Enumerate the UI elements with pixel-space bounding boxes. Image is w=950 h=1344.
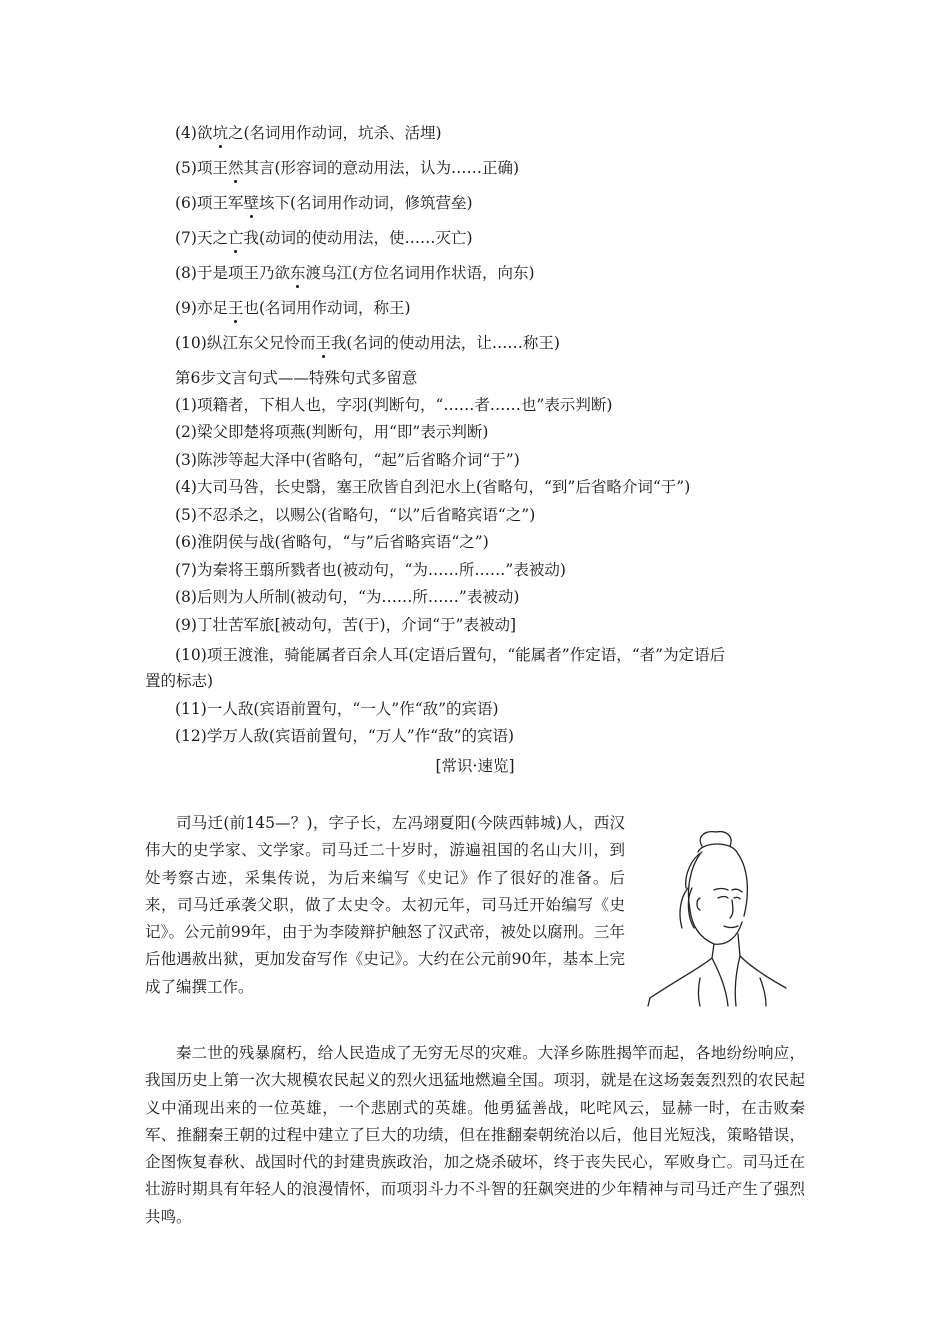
dotted-character: 王: [315, 334, 331, 352]
sentence-item: (9)丁壮苦军旅[被动句，苦(于)，介词“于”表被动]: [175, 616, 516, 634]
usage-item-5: (5)项王然其言(形容词的意动用法，认为……正确): [175, 159, 520, 177]
biography-paragraph: 司马迁(前145—？)，字子长，左冯翊夏阳(今陕西韩城)人，西汉伟大的史学家、文学家。司马迁二十岁时，游遍祖国的名山大川，到处考察古迹，采集传说，为后来编写《史记》作了很好的准备。后来，司马迁承袭父职，做了太史令。太初元年，司马迁开始编写《史记》。公元前99年，由于为李陵辩护触怒了汉武帝，被处以腐刑。三年后他遇赦出狱，更加发奋写作《史记》。大约在公元前90年，基本上完成了编撰工作。: [145, 814, 625, 996]
dotted-character: 壁: [243, 194, 259, 212]
usage-item-10: (10)纵江东父兄怜而王我(名词的使动用法，让……称王): [175, 334, 560, 352]
sentence-item: (8)后则为人所制(被动句，“为……所……”表被动): [175, 588, 520, 606]
sentence-item: (1)项籍者，下相人也，字羽(判断句，“……者……也”表示判断): [175, 396, 613, 414]
story-paragraph: 秦二世的残暴腐朽，给人民造成了无穷无尽的灾难。大泽乡陈胜揭竿而起，各地纷纷响应，我国历史上第一次大规模农民起义的烈火迅猛地燃遍全国。项羽，就是在这场轰轰烈烈的农民起义中涌现出来的一位英雄，一个悲剧式的英雄。他勇猛善战，叱咤风云，显赫一时，在击败秦军、推翻秦王朝的过程中建立了巨大的功绩，但在推翻秦朝统治以后，他目光短浅，策略错误，企图恢复春秋、战国时代的封建贵族政治，加之烧杀破坏，终于丧失民心，军败身亡。司马迁在壮游时期具有年轻人的浪漫情怀，而项羽斗力不斗智的狂飙突进的少年精神与司马迁产生了强烈共鸣。: [145, 1044, 805, 1226]
sentence-item: (4)大司马咎，长史翳，塞王欣皆自刭汜水上(省略句，“到”后省略介词“于”): [175, 478, 691, 496]
usage-item-6: (6)项王军壁垓下(名词用作动词，修筑营垒): [175, 194, 473, 212]
dotted-character: 亡: [227, 229, 244, 247]
dotted-character: 东: [289, 264, 306, 282]
sima-qian-portrait: [640, 828, 790, 1008]
sentence-item: (7)为秦将王翦所戮者也(被动句，“为……所……”表被动): [175, 561, 566, 579]
sentence-item: (3)陈涉等起大泽中(省略句，“起”后省略介词“于”): [175, 451, 520, 469]
dotted-character: 坑: [212, 124, 228, 142]
sentence-item: (6)淮阴侯与战(省略句，“与”后省略宾语“之”): [175, 533, 489, 551]
sentence-item-11: (11)一人敌(宾语前置句，“一人”作“敌”的宾语): [175, 700, 499, 718]
step6-title: 第6步文言句式——特殊句式多留意: [175, 369, 418, 387]
sentence-item-10-line2: 置的标志): [145, 672, 214, 690]
sentence-item: (2)梁父即楚将项燕(判断句，用“即”表示判断): [175, 423, 489, 441]
usage-item-7: (7)天之亡我(动词的使动用法，使……灭亡): [175, 229, 473, 247]
usage-item-4: (4)欲坑之(名词用作动词，坑杀、活埋): [175, 124, 442, 142]
usage-item-8: (8)于是项王乃欲东渡乌江(方位名词用作状语，向东): [175, 264, 535, 282]
usage-item-9: (9)亦足王也(名词用作动词，称王): [175, 299, 411, 317]
section-heading: [常识·速览]: [435, 757, 515, 775]
sentence-item-12: (12)学万人敌(宾语前置句，“万人”作“敌”的宾语): [175, 727, 515, 745]
sentence-item: (5)不忍杀之，以赐公(省略句，“以”后省略宾语“之”): [175, 506, 536, 524]
sentence-item-10-line1: (10)项王渡淮，骑能属者百余人耳(定语后置句，“能属者”作定语，“者”为定语后: [175, 646, 726, 664]
dotted-character: 王: [227, 299, 244, 317]
dotted-character: 然: [227, 159, 244, 177]
